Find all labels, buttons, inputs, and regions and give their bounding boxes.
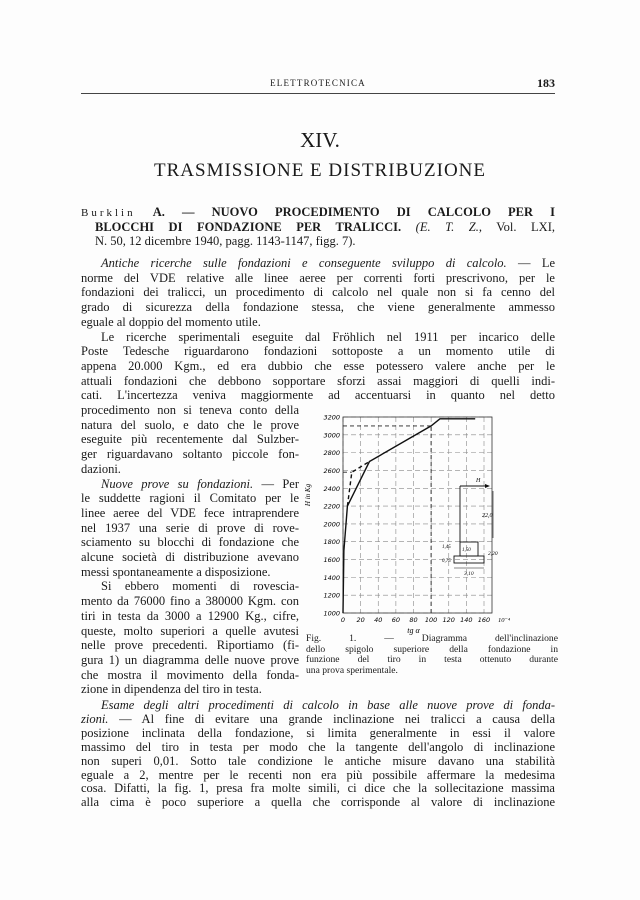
text-line — [81, 550, 299, 564]
text-segment: fondazioni dei tralicci, un procedimento di calcolo nel quale non si fa cenno del — [81, 285, 555, 300]
text-line — [81, 754, 555, 768]
text-line — [81, 768, 555, 782]
y-tick-label: 2000 — [323, 520, 340, 529]
text-line — [81, 300, 555, 314]
text-line — [81, 565, 299, 579]
text-segment: procedimento non si teneva conto della — [81, 403, 299, 417]
text-segment: ger riguardavano soltanto piccole fon- — [81, 447, 299, 462]
text-segment: non superi 0,01. Sotto tale condizione le antiche misure davano una stabilità — [81, 753, 555, 768]
text-line — [81, 506, 299, 520]
x-tick-label: 0 — [340, 616, 346, 624]
text-segment: tiri in testa da 3000 a 12900 Kg., cifre, — [81, 608, 299, 623]
figure-1-chart — [302, 405, 562, 635]
section-number: XIV. — [300, 128, 340, 152]
y-tick-label: 1800 — [323, 538, 340, 547]
text-line — [81, 330, 555, 344]
text-segment: eseguite più recentemente dal Sulzber- — [81, 432, 299, 447]
inset-col-width: 1,50 — [462, 548, 471, 553]
x-tick-label: 160 — [477, 616, 491, 624]
text-segment: N. 50, 12 dicembre 1940, pagg. 1143-1147, figg. 7). — [95, 234, 356, 248]
section-title: TRASMISSIONE E DISTRIBUZIONE — [154, 160, 486, 181]
text-line — [81, 740, 555, 754]
text-segment: — Per — [261, 476, 299, 491]
inset-base-height: 0,75 — [442, 559, 451, 564]
text-segment: dazioni. — [81, 461, 121, 476]
text-line — [81, 403, 299, 417]
text-segment: nel 1937 una serie di prove di rove- — [81, 520, 299, 535]
text-line — [81, 374, 555, 388]
text-line — [81, 698, 555, 712]
text-segment: queste, molto superiori a quelle avutesi — [81, 623, 299, 638]
text-segment: massimo del tiro in testa per modo che la tangente dell'angolo di inclinazione — [81, 739, 555, 754]
inset-force-label: H — [476, 478, 481, 484]
x-unit-label: 10⁻⁴ — [498, 617, 511, 624]
text-line — [81, 462, 299, 476]
text-line — [81, 726, 555, 740]
caption-line: funzione del tiro in testa ottenuto durante — [306, 654, 558, 665]
text-line — [81, 712, 555, 726]
text-segment: sciamento su blocchi di fondazione che — [81, 535, 299, 550]
text-line — [81, 491, 299, 505]
inset-height-label: 22,0 — [482, 513, 493, 519]
y-tick-label: 3200 — [323, 413, 340, 422]
y-tick-label: 2400 — [323, 484, 340, 493]
text-line — [81, 609, 299, 623]
y-axis-label: H in Kg — [304, 483, 312, 507]
text-line — [81, 344, 555, 358]
text-segment: linee aeree del VDE fece intraprendere — [81, 505, 299, 520]
text-segment: che mostra il movimento della fonda- — [81, 667, 299, 682]
text-line — [81, 682, 299, 696]
text-segment: Esame degli altri procedimenti di calcolo in base alle nuove prove di fonda- — [101, 698, 555, 712]
text-segment: cati. L'incertezza veniva maggiormente ad accentuarsi in quanto nel detto — [81, 388, 555, 403]
text-segment: zioni. — [81, 711, 109, 726]
x-tick-label: 40 — [374, 616, 383, 624]
text-line — [81, 220, 555, 234]
x-axis-label: tg α — [407, 626, 420, 635]
text-line — [81, 388, 555, 402]
figure-caption — [306, 634, 558, 676]
series-line-measured — [343, 419, 475, 613]
text-line — [81, 594, 299, 608]
text-segment: Antiche ricerche sulle fondazioni e conseguente sviluppo di calcolo. — [101, 256, 507, 270]
text-segment: Le ricerche sperimentali eseguite dal Fröhlich nel 1911 per incarico delle — [101, 329, 555, 344]
text-line — [81, 579, 299, 593]
text-line — [81, 624, 299, 638]
text-line — [81, 521, 299, 535]
y-tick-label: 3000 — [323, 431, 340, 440]
text-segment: alcune società di distribuzione avevano — [81, 550, 299, 564]
text-line — [81, 653, 299, 667]
text-segment: alla cima è poco superiore a quella che corrisponde al valore di inclinazione — [81, 795, 555, 810]
text-line — [81, 638, 299, 652]
text-segment: le suddette ragioni il Comitato per le — [81, 491, 299, 506]
inset-col-height: 1,45 — [442, 545, 451, 550]
text-line — [81, 315, 555, 329]
y-tick-label: 2600 — [323, 466, 340, 475]
x-tick-label: 80 — [409, 616, 418, 624]
text-segment: eguale al doppio del momento utile. — [81, 314, 261, 329]
y-tick-label: 2200 — [323, 502, 340, 511]
text-segment: eguale a 2, mentre per le recenti non era più possibile affermare la medesima — [81, 767, 555, 782]
text-segment: Nuove prove su fondazioni. — [101, 476, 254, 491]
text-segment: Vol. LXI, — [496, 219, 555, 234]
text-line — [81, 447, 299, 461]
text-segment: Burklin — [81, 207, 136, 219]
text-segment: posizione inclinata della fondazione, si limita generalmente in essi il valore — [81, 725, 555, 740]
text-segment: cosa. Difatti, la fig. 1, presa fra molte simili, ci dice che la sollecitazione massima — [81, 781, 555, 796]
text-line — [81, 418, 299, 432]
inset-depth: 2,20 — [488, 551, 498, 557]
text-segment: Si ebbero momenti di rovescia- — [101, 579, 299, 594]
text-segment: — Al fine di evitare una grande inclinazione nei tralicci a causa della — [119, 711, 556, 726]
caption-line: Fig. 1. — Diagramma dell'inclinazione — [306, 633, 558, 644]
text-line — [81, 205, 555, 219]
text-line — [81, 795, 555, 809]
text-segment: messi spontaneamente a disposizione. — [81, 564, 271, 579]
x-tick-label: 20 — [356, 616, 365, 624]
y-tick-label: 1200 — [323, 591, 340, 600]
caption-line: una prova sperimentale. — [306, 664, 398, 676]
y-tick-label: 1600 — [323, 556, 340, 565]
x-tick-label: 140 — [460, 616, 473, 624]
text-segment: natura del suolo, e dato che le prove — [81, 417, 299, 432]
text-segment: mento da 76000 fino a 380000 Kgm. con — [81, 594, 299, 609]
text-segment: grado di sicurezza della fondazione stessa, che viene generalmente ammesso — [81, 300, 555, 315]
text-segment: zione in dipendenza del tiro in testa. — [81, 682, 262, 697]
x-tick-label: 100 — [424, 616, 438, 624]
text-line — [81, 477, 299, 491]
plot-frame — [343, 417, 492, 613]
text-segment: — Le — [518, 256, 556, 270]
text-line — [81, 535, 299, 549]
journal-name: ELETTROTECNICA — [270, 78, 366, 88]
text-line — [81, 285, 555, 299]
text-line — [81, 234, 555, 248]
text-segment: (E. T. Z., — [415, 219, 482, 234]
text-line — [81, 256, 555, 270]
inset-base-width: 3,10 — [464, 571, 474, 577]
y-tick-label: 2800 — [323, 449, 340, 458]
running-header — [81, 76, 555, 92]
x-tick-label: 120 — [442, 616, 455, 624]
x-tick-label: 60 — [391, 616, 401, 624]
text-segment: attuali fondazioni che debbono sopportare sforzi assai maggiori di quelli indi- — [81, 373, 555, 388]
text-line — [81, 668, 299, 682]
text-segment: nelle prove precedenti. Riportiamo (fi- — [81, 638, 299, 653]
header-rule — [81, 93, 555, 94]
text-line — [81, 271, 555, 285]
text-line — [81, 781, 555, 795]
text-segment: norme del VDE relative alle linee aeree per correnti forti prescrivono, per le — [81, 270, 555, 285]
y-tick-label: 1000 — [323, 609, 340, 618]
text-segment: gura 1) un diagramma delle nuove prove — [81, 652, 299, 667]
text-line — [81, 359, 555, 373]
text-line — [81, 432, 299, 446]
caption-line: dello spigolo superiore della fondazione in — [306, 643, 558, 655]
inset-arrowhead — [485, 484, 490, 488]
page-number: 183 — [537, 76, 555, 90]
text-segment: Poste Tedesche riguardarono fondazioni sottoposte a un momento utile di — [81, 344, 555, 359]
y-tick-label: 1400 — [323, 573, 340, 582]
text-segment: A. — NUOVO PROCEDIMENTO DI CALCOLO PER I — [152, 205, 555, 219]
text-segment: BLOCCHI DI FONDAZIONE PER TRALICCI. — [95, 219, 402, 234]
text-segment: appena 20.000 Kgm., ed era dubbio che esse potessero valere anche per le — [81, 358, 555, 373]
